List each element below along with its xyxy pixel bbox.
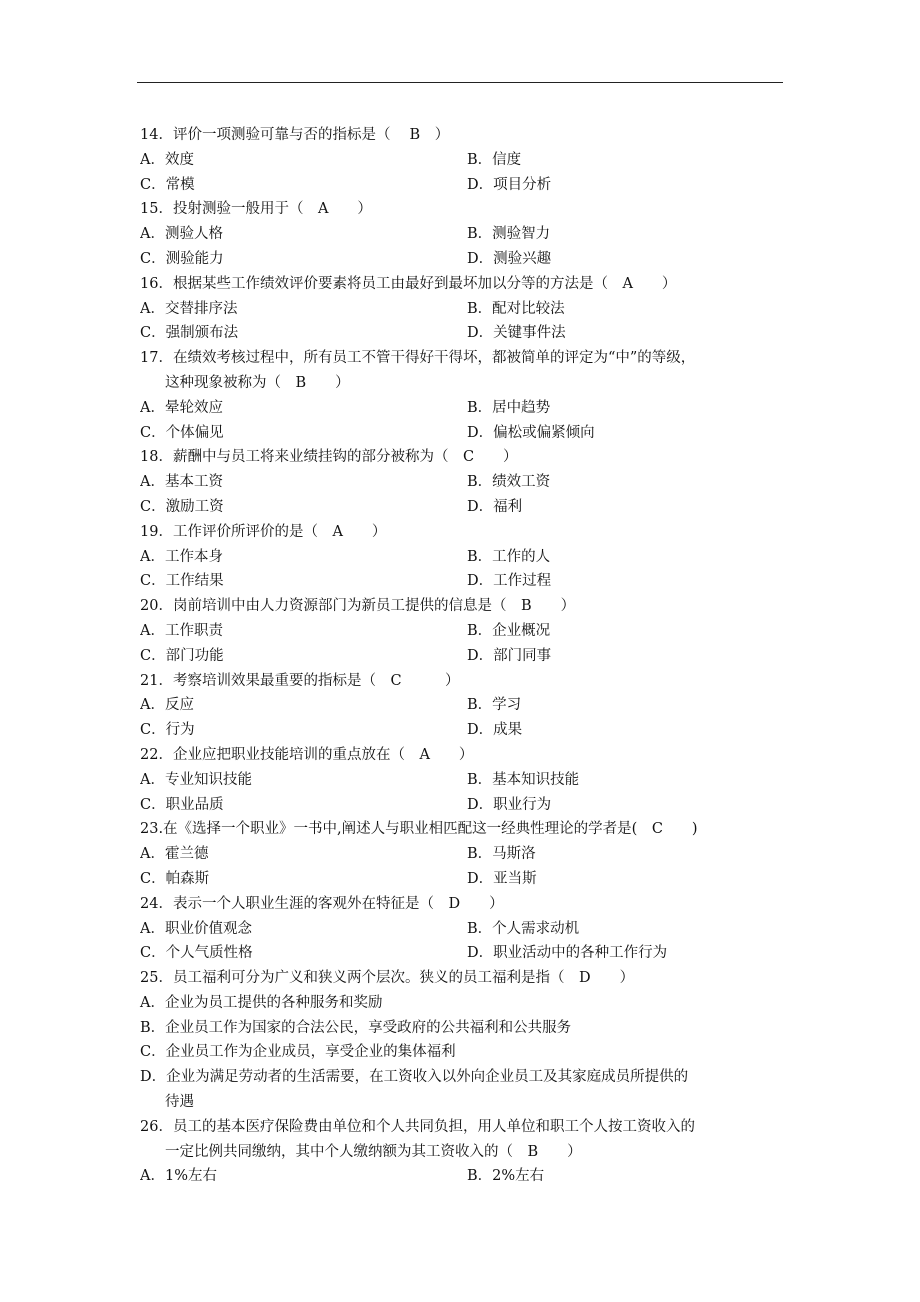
- option-row: [140, 867, 785, 892]
- option-a: A．反应: [140, 697, 194, 714]
- option-c: C．个人气质性格: [140, 945, 253, 962]
- question-stem: 23.在《选择一个职业》一书中,阐述人与职业相匹配这一经典性理论的学者是( C ): [140, 821, 698, 838]
- option-c: C．企业员工作为企业成员，享受企业的集体福利: [140, 1044, 456, 1061]
- option-b: B．基本知识技能: [467, 771, 580, 788]
- option-d: D．职业活动中的各种工作行为: [467, 945, 668, 962]
- option-c: C．强制颁布法: [140, 325, 239, 342]
- question-20: [140, 594, 785, 668]
- question-stem: 21．考察培训效果最重要的指标是（ C ）: [140, 672, 460, 689]
- option-row: [140, 495, 785, 520]
- option-d: D．职业行为: [467, 796, 552, 813]
- option-row: [140, 619, 785, 644]
- question-stem-continued: 这种现象被称为（ B ）: [165, 374, 350, 391]
- question-stem: 16．根据某些工作绩效评价要素将员工由最好到最坏加以分等的方法是（ A ）: [140, 275, 677, 292]
- question-14: [140, 123, 785, 197]
- option-row: [140, 1164, 785, 1189]
- option-row: [140, 396, 785, 421]
- option-a: A．1%左右: [140, 1168, 217, 1185]
- option-row: [140, 470, 785, 495]
- option-c: C．测验能力: [140, 250, 224, 267]
- question-19: [140, 520, 785, 594]
- option-b: B．工作的人: [467, 548, 551, 565]
- option-d: D．测验兴趣: [467, 250, 552, 267]
- option-b: B．居中趋势: [467, 399, 551, 416]
- option-d: D．工作过程: [467, 573, 552, 590]
- option-d: D．关键事件法: [467, 325, 566, 342]
- option-row: [140, 718, 785, 743]
- question-21: [140, 669, 785, 743]
- option-b: B．学习: [467, 697, 522, 714]
- option-d: D．成果: [467, 722, 523, 739]
- option-b: B．2%左右: [467, 1168, 545, 1185]
- question-stem: 26．员工的基本医疗保险费由单位和个人共同负担，用人单位和职工个人按工资收入的: [140, 1118, 695, 1135]
- question-stem: 18．薪酬中与员工将来业绩挂钩的部分被称为（ C ）: [140, 449, 518, 466]
- option-a: A．效度: [140, 151, 194, 168]
- question-24: [140, 892, 785, 966]
- option-a: A．职业价值观念: [140, 920, 252, 937]
- option-b: B．企业概况: [467, 622, 551, 639]
- question-16: [140, 272, 785, 346]
- option-b: B．测验智力: [467, 226, 551, 243]
- option-c: C．常模: [140, 176, 195, 193]
- option-c: C．职业品质: [140, 796, 224, 813]
- question-17: [140, 346, 785, 445]
- option-d: D．偏松或偏紧倾向: [467, 424, 595, 441]
- option-row: [140, 421, 785, 446]
- option-a: A．基本工资: [140, 474, 223, 491]
- question-stem: 14．评价一项测验可靠与否的指标是（ B ）: [140, 127, 450, 143]
- option-row: [140, 545, 785, 570]
- option-a: A．晕轮效应: [140, 399, 223, 416]
- option-row: [140, 297, 785, 322]
- option-row: [140, 222, 785, 247]
- option-b: B．信度: [467, 151, 522, 168]
- question-18: [140, 445, 785, 519]
- question-stem: 25．员工福利可分为广义和狭义两个层次。狭义的员工福利是指（ D ）: [140, 970, 635, 987]
- option-a: A．企业为员工提供的各种服务和奖励: [140, 994, 383, 1011]
- option-b: B．马斯洛: [467, 846, 536, 863]
- question-stem-continued: 一定比例共同缴纳，其中个人缴纳额为其工资收入的（ B ）: [165, 1143, 582, 1160]
- option-row: [140, 793, 785, 818]
- option-row: [140, 693, 785, 718]
- option-b: B．绩效工资: [467, 474, 551, 491]
- option-row: [140, 148, 785, 173]
- option-d: D．企业为满足劳动者的生活需要，在工资收入以外向企业员工及其家庭成员所提供的: [140, 1069, 689, 1086]
- question-stem: 19．工作评价所评价的是（ A ）: [140, 523, 387, 540]
- question-stem: 15．投射测验一般用于（ A ）: [140, 201, 372, 218]
- option-d: D．项目分析: [467, 176, 552, 193]
- option-row: [140, 941, 785, 966]
- option-d-continued: 待遇: [165, 1094, 194, 1111]
- question-15: [140, 197, 785, 271]
- option-a: A．交替排序法: [140, 300, 238, 317]
- option-a: A．专业知识技能: [140, 771, 252, 788]
- option-d: D．部门同事: [467, 647, 552, 664]
- header-rule: [137, 82, 783, 83]
- question-stem: 22．企业应把职业技能培训的重点放在（ A ）: [140, 746, 474, 763]
- option-b: B．配对比较法: [467, 300, 565, 317]
- question-25: [140, 966, 785, 1115]
- option-row: [140, 842, 785, 867]
- question-stem: 20．岗前培训中由人力资源部门为新员工提供的信息是（ B ）: [140, 598, 576, 615]
- question-23: [140, 817, 785, 891]
- option-c: C．行为: [140, 722, 195, 739]
- option-c: C．个体偏见: [140, 424, 224, 441]
- question-stem: 24．表示一个人职业生涯的客观外在特征是（ D ）: [140, 895, 504, 912]
- option-a: A．工作本身: [140, 548, 223, 565]
- option-b: B．企业员工作为国家的合法公民，享受政府的公共福利和公共服务: [140, 1019, 572, 1036]
- option-row: [140, 644, 785, 669]
- option-row: [140, 247, 785, 272]
- option-c: C．工作结果: [140, 573, 224, 590]
- option-row: [140, 917, 785, 942]
- option-a: A．测验人格: [140, 226, 223, 243]
- option-d: D．亚当斯: [467, 870, 537, 887]
- question-22: [140, 743, 785, 817]
- question-list: [140, 123, 785, 1189]
- option-c: C．部门功能: [140, 647, 224, 664]
- question-26: [140, 1115, 785, 1189]
- option-row: [140, 173, 785, 198]
- option-row: [140, 569, 785, 594]
- option-c: C．帕森斯: [140, 870, 210, 887]
- option-a: A．工作职责: [140, 622, 223, 639]
- option-c: C．激励工资: [140, 498, 224, 515]
- option-b: B．个人需求动机: [467, 920, 580, 937]
- option-row: [140, 321, 785, 346]
- option-row: [140, 768, 785, 793]
- option-a: A．霍兰德: [140, 846, 209, 863]
- option-d: D．福利: [467, 498, 523, 515]
- question-stem: 17．在绩效考核过程中，所有员工不管干得好干得坏，都被简单的评定为“中”的等级，: [140, 350, 696, 367]
